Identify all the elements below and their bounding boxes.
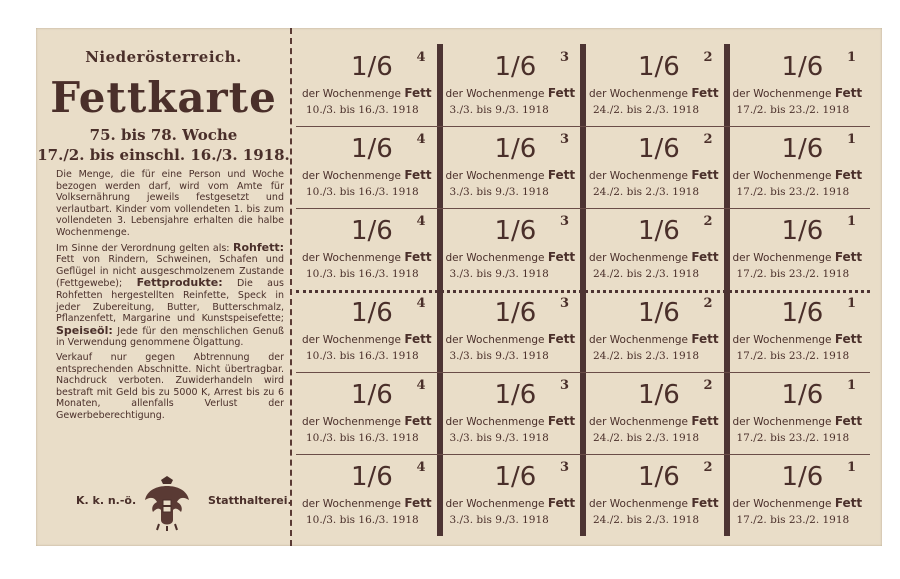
- coat-of-arms-icon: [143, 474, 191, 532]
- coupon-date-range: 17./2. bis 23./2. 1918: [736, 104, 850, 116]
- coupon-label-fett: Fett: [691, 414, 719, 428]
- coupon-label-text: der Wochenmenge: [445, 334, 548, 346]
- coupon-date-range: 3./3. bis 9./3. 1918: [449, 432, 549, 444]
- coupon-label-text: der Wochenmenge: [302, 170, 405, 182]
- coupon-number: 1: [846, 296, 856, 311]
- coupon-date-range: 17./2. bis 23./2. 1918: [736, 350, 850, 362]
- coupon-r3-c4: [727, 208, 871, 290]
- coupon-number: 4: [416, 460, 426, 475]
- row-separator: [296, 372, 870, 373]
- coupon-label: [302, 332, 432, 346]
- coupon-label: [733, 332, 863, 346]
- coupon-date-range: 3./3. bis 9./3. 1918: [449, 104, 549, 116]
- coupon-label: [589, 250, 719, 264]
- coupon-label: [302, 86, 432, 100]
- coupon-label-fett: Fett: [547, 168, 576, 182]
- coupon-label: [733, 86, 863, 100]
- coupon-label-text: der Wochenmenge: [589, 252, 692, 264]
- coupon-date-range: 10./3. bis 16./3. 1918: [306, 350, 419, 362]
- coupon-date-range: 3./3. bis 9./3. 1918: [449, 350, 549, 362]
- coupon-r3-c2: [440, 208, 584, 290]
- coupon-label: [446, 86, 576, 100]
- coupon-date-range: 17./2. bis 23./2. 1918: [736, 268, 850, 280]
- coupon-number: 3: [559, 214, 569, 229]
- definitions-intro: Im Sinne der Verordnung gelten als:: [56, 242, 230, 254]
- perforation-vertical: [290, 28, 292, 546]
- coupon-r1-c3: [583, 44, 727, 126]
- coupon-number: 3: [559, 296, 569, 311]
- coupon-number: 4: [416, 214, 426, 229]
- coupon-date-range: 24./2. bis 2./3. 1918: [593, 104, 700, 116]
- coupon-r2-c2: [440, 126, 584, 208]
- coupon-fraction: 1/6: [494, 298, 537, 328]
- coupon-label-fett: Fett: [404, 250, 432, 264]
- coupon-date-range: 24./2. bis 2./3. 1918: [593, 268, 700, 280]
- coupon-r1-c4: [727, 44, 871, 126]
- coupon-label-text: der Wochenmenge: [302, 334, 405, 346]
- coupon-label-fett: Fett: [547, 414, 576, 428]
- coupon-date-range: 17./2. bis 23./2. 1918: [736, 432, 850, 444]
- fettprodukte-definition: Die aus Rohfetten hergestellten Reinfette, Speck in jeder Zubereitung, Butter, Butterschmalz, Pflanzenfett, Margarine und Kunstspeisefette;: [56, 278, 284, 325]
- coupon-label-text: der Wochenmenge: [589, 416, 692, 428]
- coupon-number: 2: [703, 296, 713, 311]
- coupon-r6-c3: [583, 454, 727, 536]
- coupon-date-range: 3./3. bis 9./3. 1918: [449, 514, 549, 526]
- coupon-fraction: 1/6: [351, 298, 393, 328]
- coupon-number: 2: [703, 460, 713, 475]
- coupon-number: 3: [559, 132, 569, 147]
- issuer-right: Statthalterei.: [208, 494, 292, 507]
- rohfett-definition: Fett von Rindern, Schweinen, Schafen und Geflügel in nicht ausgeschmolzenem Zustande (Fettgewebe);: [56, 254, 284, 290]
- coupon-fraction: 1/6: [638, 134, 680, 164]
- coupon-number: 1: [846, 50, 856, 65]
- coupon-label: [589, 168, 719, 182]
- coupon-r3-c3: [583, 208, 727, 290]
- coupon-r6-c1: [296, 454, 440, 536]
- coupon-date-range: 10./3. bis 16./3. 1918: [306, 104, 419, 116]
- coupon-fraction: 1/6: [494, 216, 537, 246]
- coupon-fraction: 1/6: [351, 380, 393, 410]
- coupon-r2-c1: [296, 126, 440, 208]
- coupon-label-text: der Wochenmenge: [302, 416, 405, 428]
- coupon-fraction: 1/6: [351, 52, 393, 82]
- coupon-label-text: der Wochenmenge: [589, 88, 692, 100]
- coupon-label: [302, 168, 432, 182]
- coupon-label-text: der Wochenmenge: [732, 252, 835, 264]
- coupon-fraction: 1/6: [781, 298, 824, 328]
- ration-card: [36, 28, 882, 546]
- coupon-label: [733, 168, 863, 182]
- coupon-number: 2: [703, 50, 713, 65]
- coupon-r1-c1: [296, 44, 440, 126]
- coupon-number: 3: [559, 378, 569, 393]
- coupon-label-fett: Fett: [547, 332, 576, 346]
- coupon-fraction: 1/6: [781, 134, 824, 164]
- coupon-label: [589, 496, 719, 510]
- coupon-label-fett: Fett: [834, 168, 863, 182]
- coupon-label-fett: Fett: [691, 168, 719, 182]
- coupon-number: 4: [416, 132, 426, 147]
- coupon-r1-c2: [440, 44, 584, 126]
- coupon-r5-c4: [727, 372, 871, 454]
- coupon-number: 4: [416, 50, 426, 65]
- coupon-date-range: 10./3. bis 16./3. 1918: [306, 268, 419, 280]
- coupon-fraction: 1/6: [351, 216, 393, 246]
- coupon-r2-c4: [727, 126, 871, 208]
- coupon-r5-c3: [583, 372, 727, 454]
- coupon-label-fett: Fett: [404, 86, 432, 100]
- coupon-label-fett: Fett: [834, 496, 863, 510]
- coupon-fraction: 1/6: [494, 134, 537, 164]
- coupon-label: [733, 496, 863, 510]
- coupon-label-fett: Fett: [834, 332, 863, 346]
- coupon-label-fett: Fett: [404, 414, 432, 428]
- coupon-label-fett: Fett: [691, 86, 719, 100]
- coupon-label-fett: Fett: [404, 168, 432, 182]
- coupon-label-text: der Wochenmenge: [732, 334, 835, 346]
- coupon-label-fett: Fett: [404, 496, 432, 510]
- coupon-label-fett: Fett: [834, 86, 863, 100]
- coupon-label-text: der Wochenmenge: [445, 88, 548, 100]
- definitions-paragraph: [56, 242, 284, 349]
- coupon-fraction: 1/6: [638, 298, 680, 328]
- coupon-label: [446, 414, 576, 428]
- coupon-r4-c2: [440, 290, 584, 372]
- coupon-r6-c4: [727, 454, 871, 536]
- coupon-label-text: der Wochenmenge: [732, 498, 835, 510]
- issuer-left: K. k. n.-ö.: [76, 494, 137, 507]
- speiseoel-term: Speiseöl:: [56, 323, 113, 337]
- card-info-panel: [36, 28, 291, 546]
- coupon-label-text: der Wochenmenge: [302, 252, 405, 264]
- coupon-number: 4: [416, 296, 426, 311]
- coupon-label: [733, 414, 863, 428]
- coupon-label: [302, 496, 432, 510]
- coupon-label-fett: Fett: [834, 414, 863, 428]
- coupon-label: [302, 414, 432, 428]
- card-title: Fettkarte: [50, 73, 277, 122]
- coupon-label-text: der Wochenmenge: [445, 170, 548, 182]
- coupon-fraction: 1/6: [494, 462, 537, 492]
- coupon-r5-c1: [296, 372, 440, 454]
- coupon-date-range: 10./3. bis 16./3. 1918: [306, 514, 419, 526]
- coupon-label-text: der Wochenmenge: [589, 170, 692, 182]
- coupon-number: 2: [703, 214, 713, 229]
- speiseoel-definition: Jede für den menschlichen Genuß in Verwendung genommene Ölgattung.: [56, 325, 284, 349]
- coupon-date-range: 24./2. bis 2./3. 1918: [593, 432, 700, 444]
- coupon-label-text: der Wochenmenge: [732, 88, 835, 100]
- coupon-label-fett: Fett: [547, 86, 576, 100]
- coupon-fraction: 1/6: [638, 216, 680, 246]
- coupon-label-text: der Wochenmenge: [445, 498, 548, 510]
- row-separator: [296, 208, 870, 209]
- coupon-label-fett: Fett: [404, 332, 432, 346]
- coupon-date-range: 3./3. bis 9./3. 1918: [449, 186, 549, 198]
- coupon-fraction: 1/6: [351, 462, 393, 492]
- sales-rules-paragraph: Verkauf nur gegen Abtrennung der entsprechenden Abschnitte. Nicht übertragbar. Nachdruck verboten. Zuwiderhandeln wird bestraft mit Geld bis zu 5000 K, Arrest bis zu 6 Monaten, allenfalls Verlust der Gewerbeberechtigung.: [56, 351, 284, 421]
- coupon-label-text: der Wochenmenge: [732, 170, 835, 182]
- coupon-number: 1: [846, 378, 856, 393]
- coupon-label-fett: Fett: [691, 250, 719, 264]
- coupon-fraction: 1/6: [638, 462, 680, 492]
- coupon-date-range: 24./2. bis 2./3. 1918: [593, 514, 700, 526]
- coupon-label-fett: Fett: [547, 496, 576, 510]
- coupon-number: 3: [559, 460, 569, 475]
- coupon-label-text: der Wochenmenge: [302, 498, 405, 510]
- week-range: 75. bis 78. Woche: [89, 126, 238, 144]
- coupon-number: 4: [416, 378, 426, 393]
- coupon-label-text: der Wochenmenge: [589, 334, 692, 346]
- rohfett-term: Rohfett:: [232, 240, 284, 254]
- coupon-number: 3: [559, 50, 569, 65]
- coupon-r2-c3: [583, 126, 727, 208]
- coupon-label: [302, 250, 432, 264]
- coupon-r3-c1: [296, 208, 440, 290]
- coupon-fraction: 1/6: [781, 52, 824, 82]
- coupon-date-range: 17./2. bis 23./2. 1918: [736, 514, 850, 526]
- coupon-fraction: 1/6: [351, 134, 393, 164]
- coupon-number: 1: [846, 460, 856, 475]
- coupon-grid: [296, 44, 870, 536]
- coupon-label: [446, 332, 576, 346]
- coupon-fraction: 1/6: [494, 380, 537, 410]
- coupon-r5-c2: [440, 372, 584, 454]
- coupon-label-fett: Fett: [834, 250, 863, 264]
- validity-period: 17./2. bis einschl. 16./3. 1918.: [37, 146, 290, 164]
- coupon-label: [446, 168, 576, 182]
- coupon-label: [733, 250, 863, 264]
- issuer-footer: [36, 474, 291, 534]
- coupon-label-text: der Wochenmenge: [589, 498, 692, 510]
- coupon-fraction: 1/6: [494, 52, 537, 82]
- coupon-r6-c2: [440, 454, 584, 536]
- coupon-label-text: der Wochenmenge: [302, 88, 405, 100]
- coupon-number: 2: [703, 378, 713, 393]
- coupon-date-range: 17./2. bis 23./2. 1918: [736, 186, 850, 198]
- coupon-label: [589, 86, 719, 100]
- coupon-r4-c4: [727, 290, 871, 372]
- coupon-date-range: 10./3. bis 16./3. 1918: [306, 186, 419, 198]
- coupon-fraction: 1/6: [638, 52, 680, 82]
- region-heading: Niederösterreich.: [85, 48, 242, 66]
- coupon-label-text: der Wochenmenge: [732, 416, 835, 428]
- coupon-number: 2: [703, 132, 713, 147]
- coupon-label-fett: Fett: [691, 496, 719, 510]
- coupon-label-fett: Fett: [691, 332, 719, 346]
- coupon-date-range: 24./2. bis 2./3. 1918: [593, 186, 700, 198]
- coupon-date-range: 24./2. bis 2./3. 1918: [593, 350, 700, 362]
- coupon-label: [589, 414, 719, 428]
- coupon-fraction: 1/6: [638, 380, 680, 410]
- coupon-date-range: 10./3. bis 16./3. 1918: [306, 432, 419, 444]
- coupon-fraction: 1/6: [781, 462, 824, 492]
- row-separator: [296, 126, 870, 127]
- card-regulations: [56, 169, 284, 424]
- coupon-number: 1: [846, 132, 856, 147]
- coupon-date-range: 3./3. bis 9./3. 1918: [449, 268, 549, 280]
- coupon-number: 1: [846, 214, 856, 229]
- coupon-r4-c1: [296, 290, 440, 372]
- coupon-fraction: 1/6: [781, 380, 824, 410]
- coupon-label: [446, 496, 576, 510]
- coupon-fraction: 1/6: [781, 216, 824, 246]
- coupon-label-fett: Fett: [547, 250, 576, 264]
- fettprodukte-term: Fettprodukte:: [136, 276, 223, 290]
- perforation-horizontal: [296, 290, 870, 293]
- coupon-label-text: der Wochenmenge: [445, 416, 548, 428]
- coupon-label: [446, 250, 576, 264]
- quantity-paragraph: Die Menge, die für eine Person und Woche bezogen werden darf, wird vom Amte für Volksernährung jeweils festgesetzt und verlautbart. Kinder vom vollendeten 1. bis zum vollendeten 3. Lebensjahre erhalten die halbe Wochenmenge.: [56, 169, 284, 238]
- coupon-label-text: der Wochenmenge: [445, 252, 548, 264]
- coupon-r4-c3: [583, 290, 727, 372]
- coupon-label: [589, 332, 719, 346]
- row-separator: [296, 454, 870, 455]
